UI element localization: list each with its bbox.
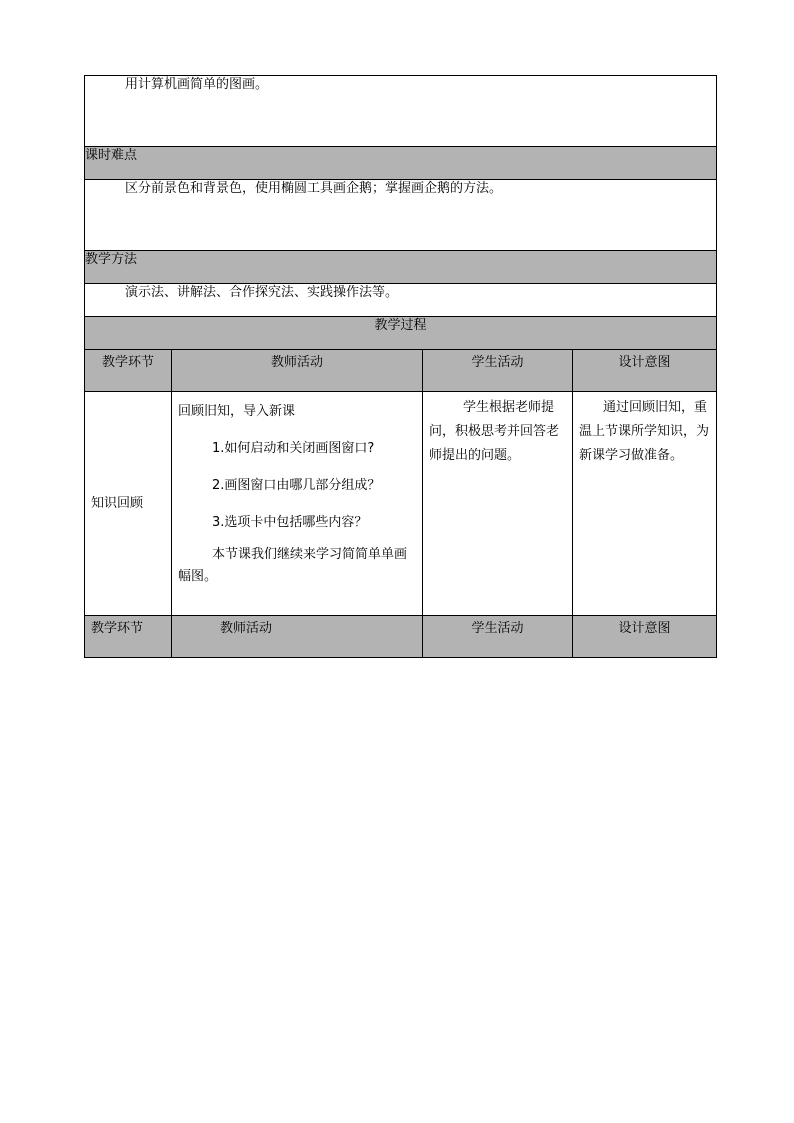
content-text: 用计算机画简单的图画。 (85, 76, 717, 147)
process-row (85, 392, 717, 616)
content-row (85, 76, 717, 147)
teacher-question-1: 1.如何启动和关闭画图窗口? (212, 441, 375, 456)
method-row (85, 284, 717, 317)
teacher-closing: 本节课我们继续来学习简简单单画幅图。 (178, 547, 408, 584)
lesson-plan-table (84, 75, 717, 658)
intent-cell: 通过回顾旧知，重温上节课所学知识，为新课学习做准备。 (573, 392, 717, 616)
col-student-header-bottom: 学生活动 (423, 616, 573, 658)
col-student-header: 学生活动 (423, 350, 573, 392)
difficulty-text: 区分前景色和背景色，使用椭圆工具画企鹅；掌握画企鹅的方法。 (85, 180, 717, 251)
process-heading-row (85, 317, 717, 350)
teacher-question-2: 2.画图窗口由哪几部分组成？ (212, 478, 381, 493)
process-columns-row-bottom (85, 616, 717, 658)
process-heading: 教学过程 (85, 317, 717, 350)
teacher-title: 回顾旧知，导入新课 (178, 404, 296, 419)
student-cell: 学生根据老师提问，积极思考并回答老师提出的问题。 (423, 392, 573, 616)
difficulty-heading: 课时难点 (85, 147, 717, 180)
difficulty-heading-row (85, 147, 717, 180)
stage-cell: 知识回顾 (85, 392, 172, 616)
col-intent-header-bottom: 设计意图 (573, 616, 717, 658)
method-heading: 教学方法 (85, 251, 717, 284)
method-heading-row (85, 251, 717, 284)
col-stage-header-bottom: 教学环节 (85, 616, 172, 658)
method-text: 演示法、讲解法、合作探究法、实践操作法等。 (85, 284, 717, 317)
teacher-question-3: 3.选项卡中包括哪些内容？ (212, 515, 368, 530)
process-columns-row (85, 350, 717, 392)
col-stage-header: 教学环节 (85, 350, 172, 392)
difficulty-row (85, 180, 717, 251)
teacher-cell (172, 392, 423, 616)
col-teacher-header: 教师活动 (172, 350, 423, 392)
col-intent-header: 设计意图 (573, 350, 717, 392)
col-teacher-header-bottom: 教师活动 (172, 616, 423, 658)
